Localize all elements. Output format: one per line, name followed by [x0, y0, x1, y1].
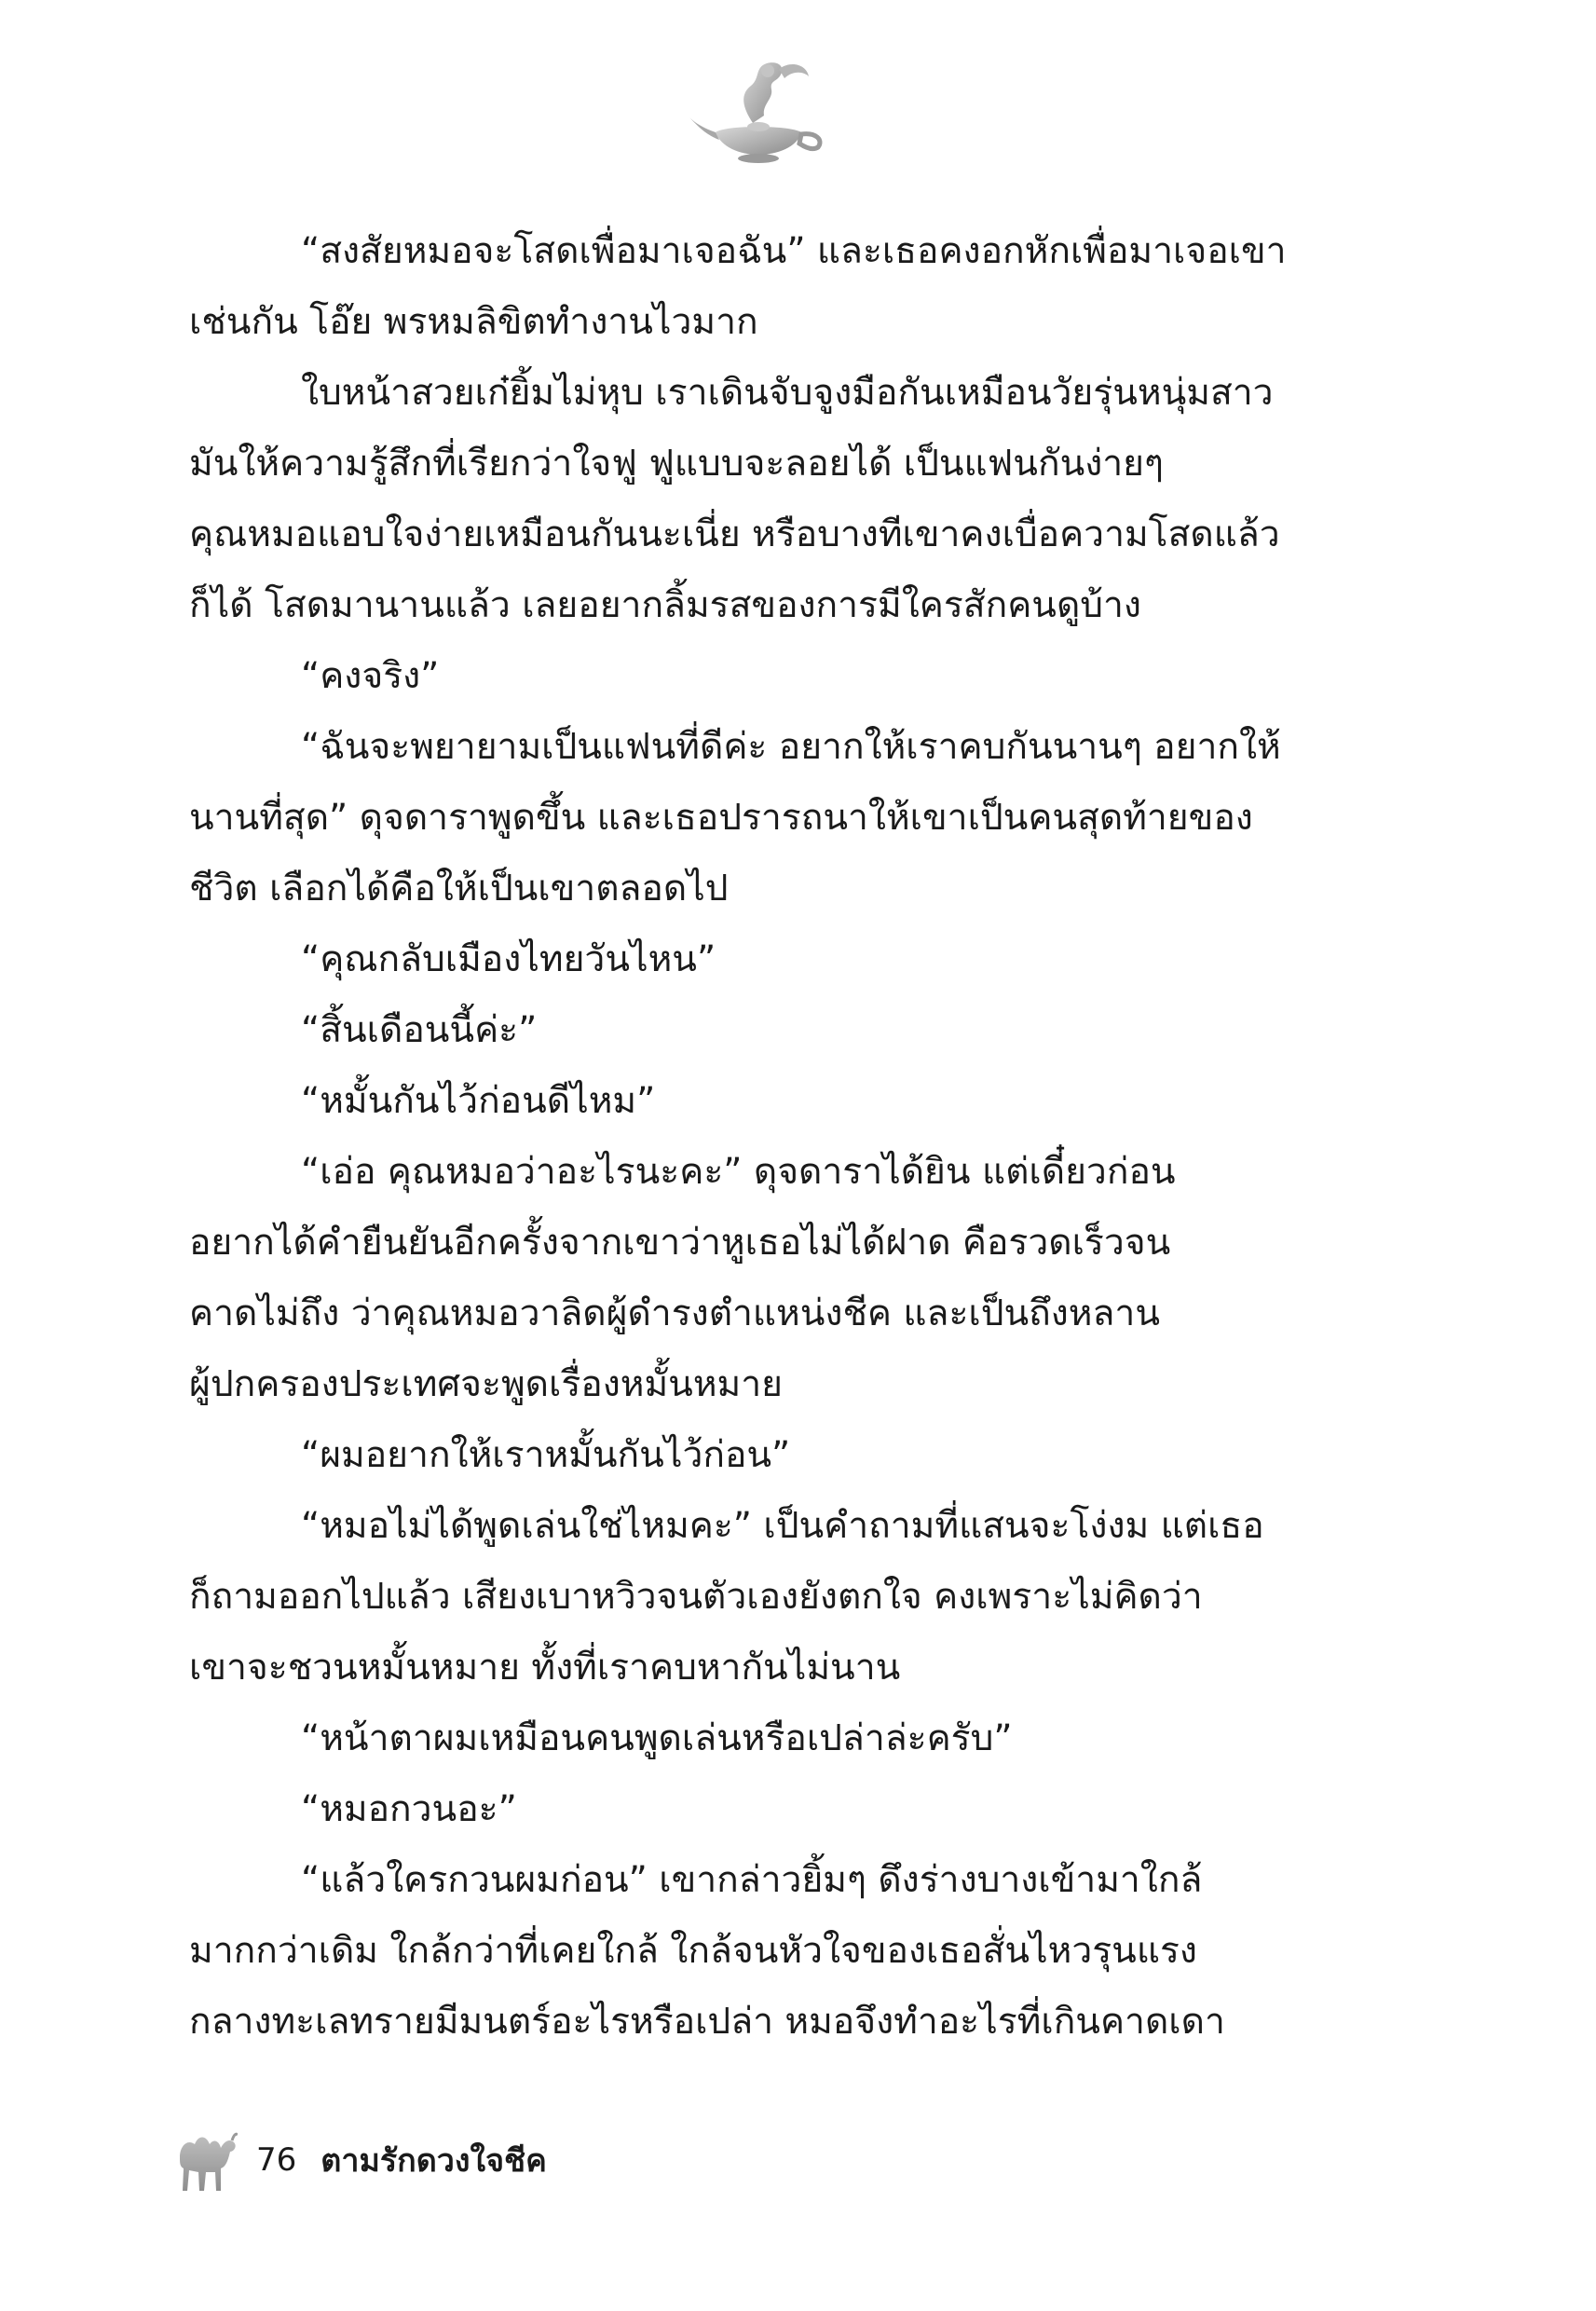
text-line: “สิ้นเดือนนี้ค่ะ”	[301, 1009, 538, 1051]
text-line: เขาจะชวนหมั้นหมาย ทั้งที่เราคบหากันไม่นาน	[189, 1647, 901, 1689]
text-line: ก็ถามออกไปแล้ว เสียงเบาหวิวจนตัวเองยังตกใจ คงเพราะไม่คิดว่า	[189, 1576, 1203, 1618]
page-number: 76	[256, 2141, 297, 2179]
text-line: ชีวิต เลือกได้คือให้เป็นเขาตลอดไป	[189, 868, 729, 909]
text-line: มากกว่าเดิม ใกล้กว่าที่เคยใกล้ ใกล้จนหัวใจของเธอสั่นไหวรุนแรง	[189, 1930, 1197, 1972]
text-line: คาดไม่ถึง ว่าคุณหมอวาลิดผู้ดำรงตำแหน่งชีค และเป็นถึงหลาน	[189, 1292, 1160, 1334]
text-line: ใบหน้าสวยเก๋ยิ้มไม่หุบ เราเดินจับจูงมือกันเหมือนวัยรุ่นหนุ่มสาว	[301, 372, 1274, 414]
text-line: “หมอกวนอะ”	[301, 1788, 517, 1830]
text-line: “แล้วใครกวนผมก่อน” เขากล่าวยิ้มๆ ดึงร่างบางเข้ามาใกล้	[301, 1859, 1203, 1901]
text-line: มันให้ความรู้สึกที่เรียกว่าใจฟู ฟูแบบจะลอยได้ เป็นแฟนกันง่ายๆ	[189, 443, 1164, 485]
text-line: “คงจริง”	[301, 655, 440, 697]
text-line: อยากได้คำยืนยันอีกครั้งจากเขาว่าหูเธอไม่ได้ฝาด คือรวดเร็วจน	[189, 1222, 1171, 1264]
book-title: ตามรักดวงใจชีค	[321, 2142, 547, 2180]
text-line: “หมั้นกันไว้ก่อนดีไหม”	[301, 1080, 656, 1122]
camel-icon	[172, 2126, 238, 2195]
text-line: “คุณกลับเมืองไทยวันไหน”	[301, 938, 716, 980]
text-line: ก็ได้ โสดมานานแล้ว เลยอยากลิ้มรสของการมีใครสักคนดูบ้าง	[189, 584, 1141, 626]
text-line: “เอ่อ คุณหมอว่าอะไรนะคะ” ดุจดาราได้ยิน แต่เดี๋ยวก่อน	[301, 1151, 1176, 1193]
text-line: “หน้าตาผมเหมือนคนพูดเล่นหรือเปล่าล่ะครับ”	[301, 1717, 1013, 1759]
text-line: “ฉันจะพยายามเป็นแฟนที่ดีค่ะ อยากให้เราคบกันนานๆ อยากให้	[301, 726, 1281, 768]
magic-lamp-icon	[688, 58, 827, 170]
text-line: ผู้ปกครองประเทศจะพูดเรื่องหมั้นหมาย	[189, 1363, 783, 1405]
body-text	[189, 216, 1321, 2058]
text-line: นานที่สุด” ดุจดาราพูดขึ้น และเธอปรารถนาให้เขาเป็นคนสุดท้ายของ	[189, 797, 1253, 839]
text-line: “หมอไม่ได้พูดเล่นใช่ไหมคะ” เป็นคำถามที่แสนจะโง่งม แต่เธอ	[301, 1505, 1264, 1547]
text-line: “ผมอยากให้เราหมั้นกันไว้ก่อน”	[301, 1434, 791, 1476]
text-line: “สงสัยหมอจะโสดเพื่อมาเจอฉัน” และเธอคงอกหักเพื่อมาเจอเขา	[301, 230, 1287, 272]
page-footer	[172, 2123, 547, 2197]
text-line: เช่นกัน โอ๊ย พรหมลิขิตทำงานไวมาก	[189, 301, 758, 343]
text-line: กลางทะเลทรายมีมนตร์อะไรหรือเปล่า หมอจึงทำอะไรที่เกินคาดเดา	[189, 2001, 1225, 2043]
text-line: คุณหมอแอบใจง่ายเหมือนกันนะเนี่ย หรือบางทีเขาคงเบื่อความโสดแล้ว	[189, 513, 1280, 555]
